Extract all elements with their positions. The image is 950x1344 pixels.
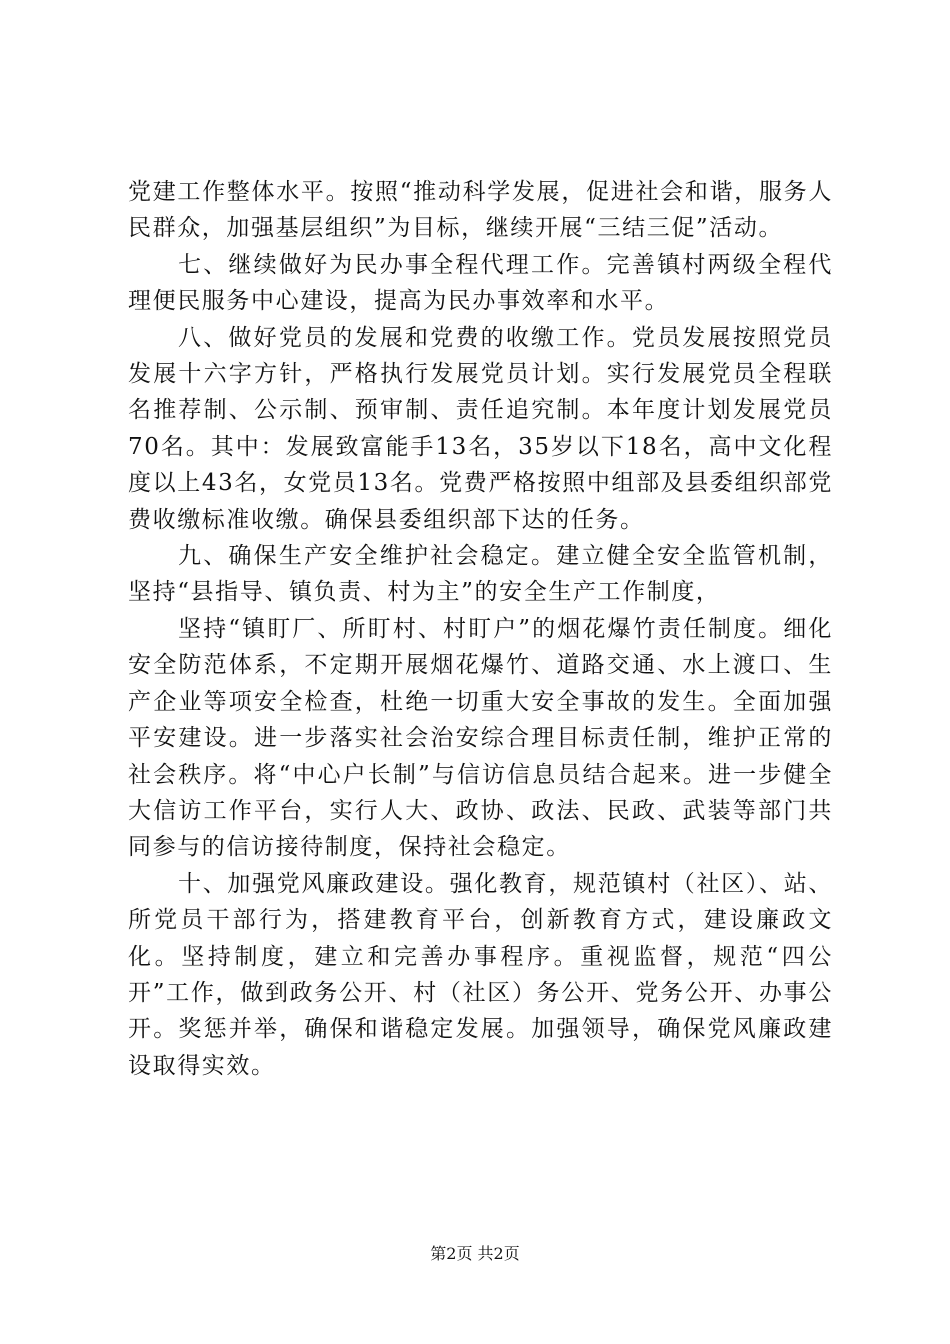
paragraph-item-10: 十、加强党风廉政建设。强化教育，规范镇村（社区）、站、所党员干部行为，搭建教育平台，创新教育方式，建设廉政文化。坚持制度，建立和完善办事程序。重视监督，规范“四公开”工作，做到政务公开、村（社区）务公开、党务公开、办事公开。奖惩并举，确保和谐稳定发展。加强领导，确保党风廉政建设取得实效。 [128,870,833,1079]
paragraph-item-7: 七、继续做好为民办事全程代理工作。完善镇村两级全程代理便民服务中心建设，提高为民办事效率和水平。 [128,251,833,315]
document-body [128,174,833,1084]
paragraph-continuation: 党建工作整体水平。按照“推动科学发展，促进社会和谐，服务人民群众，加强基层组织”为目标，继续开展“三结三促”活动。 [128,179,833,242]
paragraph-item-8: 八、做好党员的发展和党费的收缴工作。党员发展按照党员发展十六字方针，严格执行发展党员计划。实行发展党员全程联名推荐制、公示制、预审制、责任追究制。本年度计划发展党员70名。其中：发展致富能手13名，35岁以下18名，高中文化程度以上43名，女党员13名。党费严格按照中组部及县委组织部党费收缴标准收缴。确保县委组织部下达的任务。 [128,324,833,533]
paragraph-item-9: 九、确保生产安全维护社会稳定。建立健全安全监管机制，坚持“县指导、镇负责、村为主”的安全生产工作制度， [128,543,833,606]
page-footer [0,1243,950,1265]
paragraph-item-9-continued: 坚持“镇盯厂、所盯村、村盯户”的烟花爆竹责任制度。细化安全防范体系，不定期开展烟花爆竹、道路交通、水上渡口、生产企业等项安全检查，杜绝一切重大安全事故的发生。全面加强平安建设。进一步落实社会治安综合理目标责任制，维护正常的社会秩序。将“中心户长制”与信访信息员结合起来。进一步健全大信访工作平台，实行人大、政协、政法、民政、武装等部门共同参与的信访接待制度，保持社会稳定。 [128,615,833,861]
page-number-label: 第2页 共2页 [430,1244,520,1263]
